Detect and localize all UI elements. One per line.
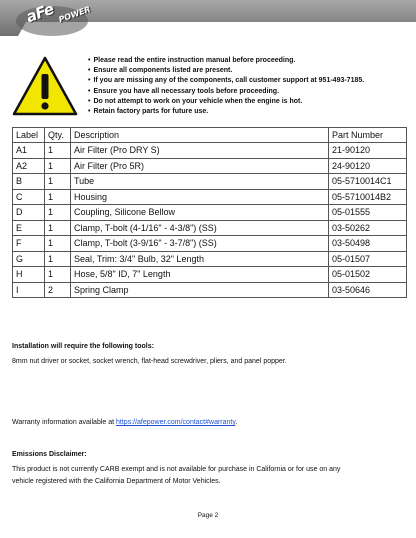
cell-description: Air Filter (Pro DRY S) [71, 143, 329, 159]
cell-description: Seal, Trim: 3/4" Bulb, 32" Length [71, 251, 329, 267]
table-row [13, 236, 407, 252]
warning-item: • Ensure all components listed are present. [88, 66, 364, 76]
cell-label: B [13, 174, 45, 190]
table-row [13, 189, 407, 205]
parts-table-body [13, 143, 407, 298]
cell-qty: 1 [45, 236, 71, 252]
logo-subtitle: POWER [57, 4, 92, 25]
header-part-number: Part Number [329, 128, 407, 143]
logo: aFe [23, 0, 57, 27]
cell-qty: 1 [45, 205, 71, 221]
cell-part-number: 24-90120 [329, 158, 407, 174]
warning-item: • Ensure you have all necessary tools before proceeding. [88, 87, 364, 97]
cell-label: D [13, 205, 45, 221]
cell-qty: 1 [45, 251, 71, 267]
table-row [13, 220, 407, 236]
cell-part-number: 05-01502 [329, 267, 407, 283]
tools-text: 8mm nut driver or socket, socket wrench, flat-head screwdriver, pliers, and panel popper. [12, 358, 287, 365]
cell-description: Clamp, T-bolt (3-9/16" - 3-7/8") (SS) [71, 236, 329, 252]
cell-description: Housing [71, 189, 329, 205]
emissions-heading: Emissions Disclaimer: [12, 451, 87, 458]
warning-item: • Do not attempt to work on your vehicle when the engine is hot. [88, 97, 364, 107]
cell-qty: 1 [45, 220, 71, 236]
header-qty: Qty. [45, 128, 71, 143]
table-row [13, 267, 407, 283]
cell-description: Hose, 5/8" ID, 7" Length [71, 267, 329, 283]
warnings-list [88, 56, 364, 117]
emissions-line-2: vehicle registered with the California Department of Motor Vehicles. [12, 478, 221, 485]
cell-description: Spring Clamp [71, 282, 329, 298]
cell-label: I [13, 282, 45, 298]
cell-description: Air Filter (Pro 5R) [71, 158, 329, 174]
warranty-link[interactable]: https://afepower.com/contact#warranty [116, 419, 236, 426]
cell-label: G [13, 251, 45, 267]
cell-description: Tube [71, 174, 329, 190]
cell-label: C [13, 189, 45, 205]
header-label: Label [13, 128, 45, 143]
cell-qty: 1 [45, 267, 71, 283]
cell-part-number: 21-90120 [329, 143, 407, 159]
cell-label: E [13, 220, 45, 236]
parts-table [12, 127, 407, 298]
table-row [13, 205, 407, 221]
warranty-text [12, 419, 237, 426]
cell-label: A1 [13, 143, 45, 159]
cell-qty: 1 [45, 158, 71, 174]
cell-qty: 1 [45, 189, 71, 205]
table-row [13, 174, 407, 190]
table-row [13, 282, 407, 298]
warning-item: • Retain factory parts for future use. [88, 107, 364, 117]
page-number: Page 2 [197, 512, 219, 519]
cell-qty: 2 [45, 282, 71, 298]
cell-description: Coupling, Silicone Bellow [71, 205, 329, 221]
table-row [13, 158, 407, 174]
warning-item: • Please read the entire instruction manual before proceeding. [88, 56, 364, 66]
table-row [13, 251, 407, 267]
cell-label: F [13, 236, 45, 252]
cell-description: Clamp, T-bolt (4-1/16" - 4-3/8") (SS) [71, 220, 329, 236]
table-row [13, 143, 407, 159]
cell-part-number: 05-5710014C1 [329, 174, 407, 190]
warning-item: • If you are missing any of the components, call customer support at 951-493-7185. [88, 76, 364, 86]
table-header-row [13, 128, 407, 143]
cell-part-number: 03-50498 [329, 236, 407, 252]
cell-qty: 1 [45, 174, 71, 190]
cell-part-number: 05-5710014B2 [329, 189, 407, 205]
header-description: Description [71, 128, 329, 143]
tools-heading: Installation will require the following tools: [12, 343, 154, 350]
cell-label: A2 [13, 158, 45, 174]
cell-qty: 1 [45, 143, 71, 159]
cell-part-number: 05-01555 [329, 205, 407, 221]
emissions-line-1: This product is not currently CARB exempt and is not available for purchase in California or for use on any [12, 466, 341, 473]
cell-label: H [13, 267, 45, 283]
cell-part-number: 03-50262 [329, 220, 407, 236]
cell-part-number: 05-01507 [329, 251, 407, 267]
warranty-suffix: . [235, 419, 238, 426]
warranty-prefix: Warranty information available at [12, 419, 117, 426]
header-band [0, 0, 416, 42]
cell-part-number: 03-50646 [329, 282, 407, 298]
warning-triangle-icon [12, 56, 78, 116]
